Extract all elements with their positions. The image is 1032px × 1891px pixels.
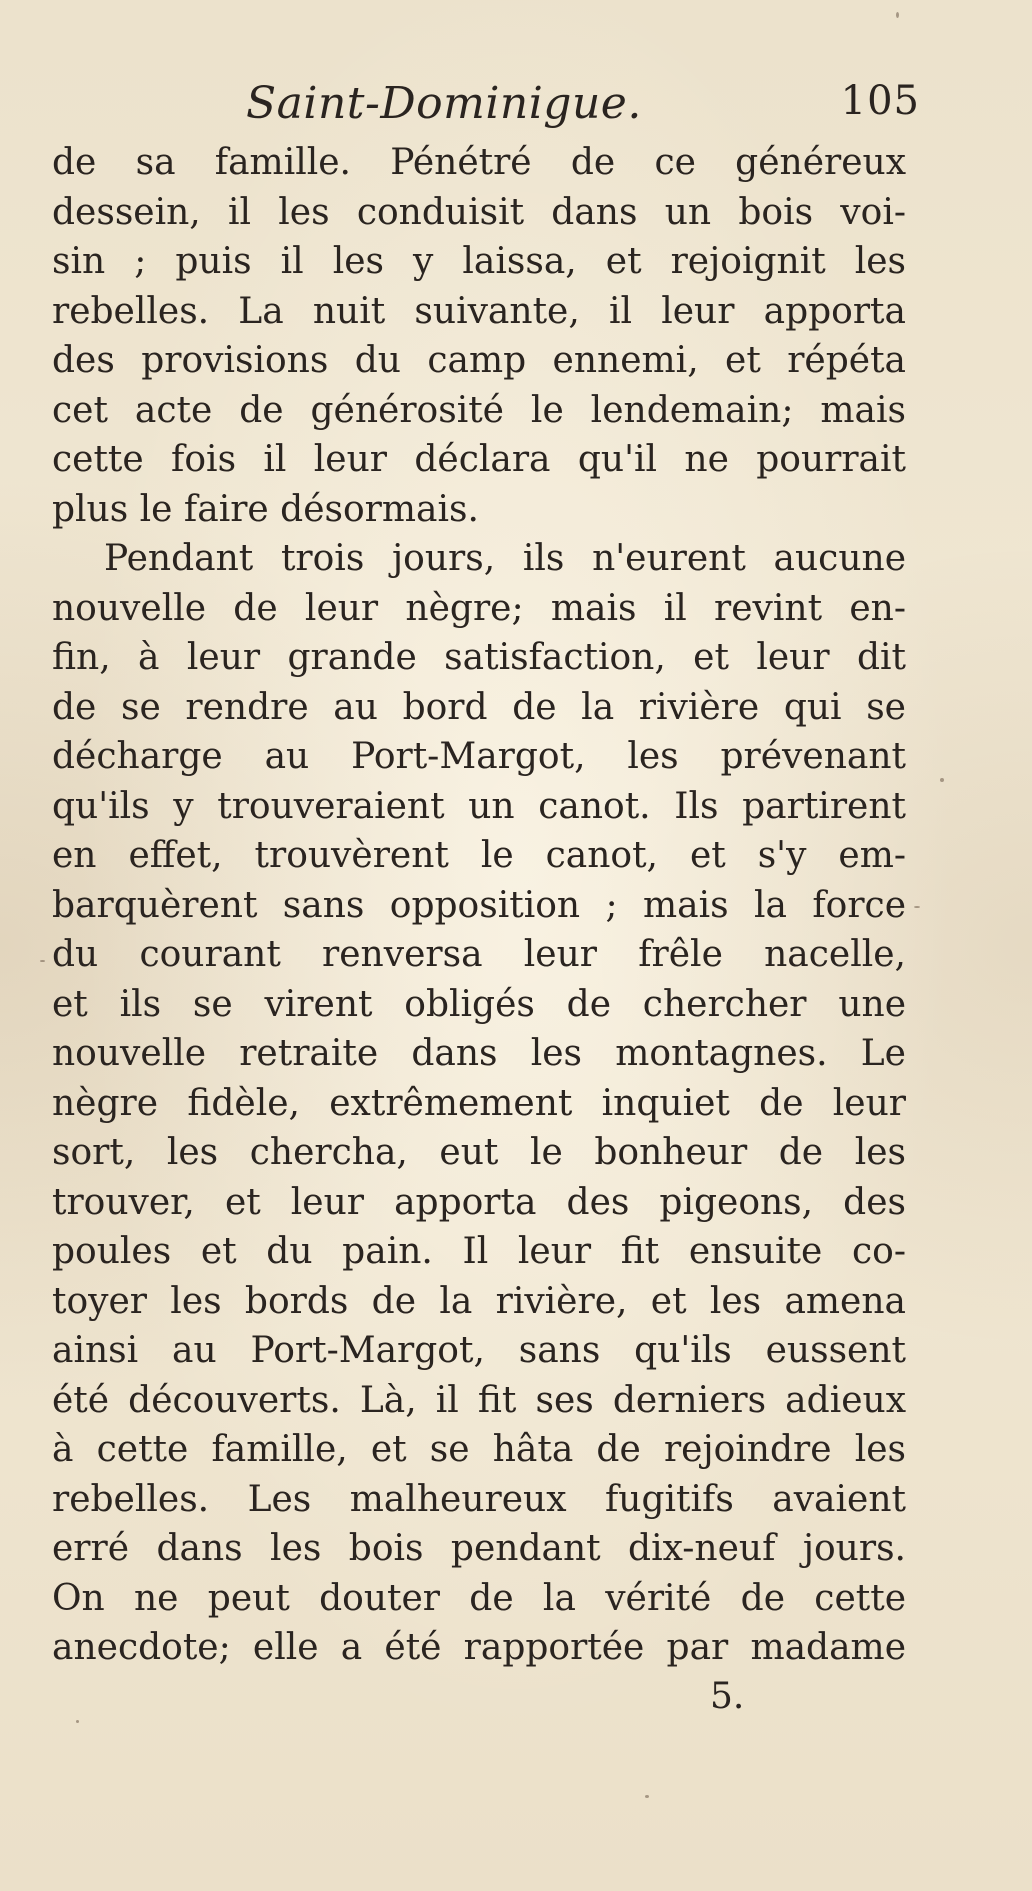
page-number: 105 [840, 78, 920, 124]
paper-speck [896, 12, 899, 18]
paper-speck [645, 1795, 649, 1798]
text-line: trouver, et leur apporta des pigeons, des [52, 1181, 906, 1223]
text-line: qu'ils y trouveraient un canot. Ils partirent [52, 785, 906, 827]
text-line: dessein, il les conduisit dans un bois voi- [52, 191, 906, 233]
text-line: et ils se virent obligés de chercher une [52, 983, 906, 1025]
paper-speck [914, 906, 920, 908]
text-line: sort, les chercha, eut le bonheur de les [52, 1132, 906, 1173]
text-line: ainsi au Port-Margot, sans qu'ils eussent [52, 1330, 906, 1371]
text-line: nouvelle de leur nègre; mais il revint en- [52, 587, 906, 629]
text-line: plus le faire désormais. [52, 488, 479, 530]
text-line: barquèrent sans opposition ; mais la force [52, 884, 906, 926]
text-line: cette fois il leur déclara qu'il ne pourrait [52, 439, 906, 480]
text-line: toyer les bords de la rivière, et les amena [52, 1280, 906, 1322]
text-line: en effet, trouvèrent le canot, et s'y em- [52, 835, 906, 876]
paper-speck [940, 778, 944, 782]
text-line: On ne peut douter de la vérité de cette [52, 1577, 906, 1619]
text-line: cet acte de générosité le lendemain; mais [52, 389, 906, 431]
paper-speck [40, 960, 45, 962]
text-line: sin ; puis il les y laissa, et rejoignit les [52, 241, 906, 282]
text-line: été découverts. Là, il fit ses derniers adieux [52, 1379, 906, 1421]
text-line: nouvelle retraite dans les montagnes. Le [52, 1033, 906, 1074]
text-line: rebelles. La nuit suivante, il leur apporta [52, 290, 906, 332]
text-line: des provisions du camp ennemi, et répéta [52, 340, 906, 381]
text-line: fin, à leur grande satisfaction, et leur dit [52, 637, 906, 678]
text-line: décharge au Port-Margot, les prévenant [52, 736, 906, 777]
text-line: de se rendre au bord de la rivière qui se [52, 686, 906, 728]
text-line: du courant renversa leur frêle nacelle, [52, 934, 906, 975]
text-line: poules et du pain. Il leur fit ensuite co- [52, 1231, 906, 1272]
signature-mark: 5. [710, 1676, 745, 1717]
text-line: nègre fidèle, extrêmement inquiet de leur [52, 1082, 906, 1124]
text-line: anecdote; elle a été rapportée par madame [52, 1627, 906, 1668]
paragraph-first-line: Pendant trois jours, ils n'eurent aucune [104, 538, 906, 579]
text-line: erré dans les bois pendant dix-neuf jours. [52, 1528, 906, 1569]
text-line: rebelles. Les malheureux fugitifs avaient [52, 1478, 906, 1520]
running-title: Saint-Dominigue. [246, 78, 642, 129]
body-text [52, 138, 906, 1673]
text-line: à cette famille, et se hâta de rejoindre les [52, 1429, 906, 1470]
running-head [60, 78, 920, 138]
paper-speck [76, 1720, 79, 1723]
text-line: de sa famille. Pénétré de ce généreux [52, 142, 906, 183]
